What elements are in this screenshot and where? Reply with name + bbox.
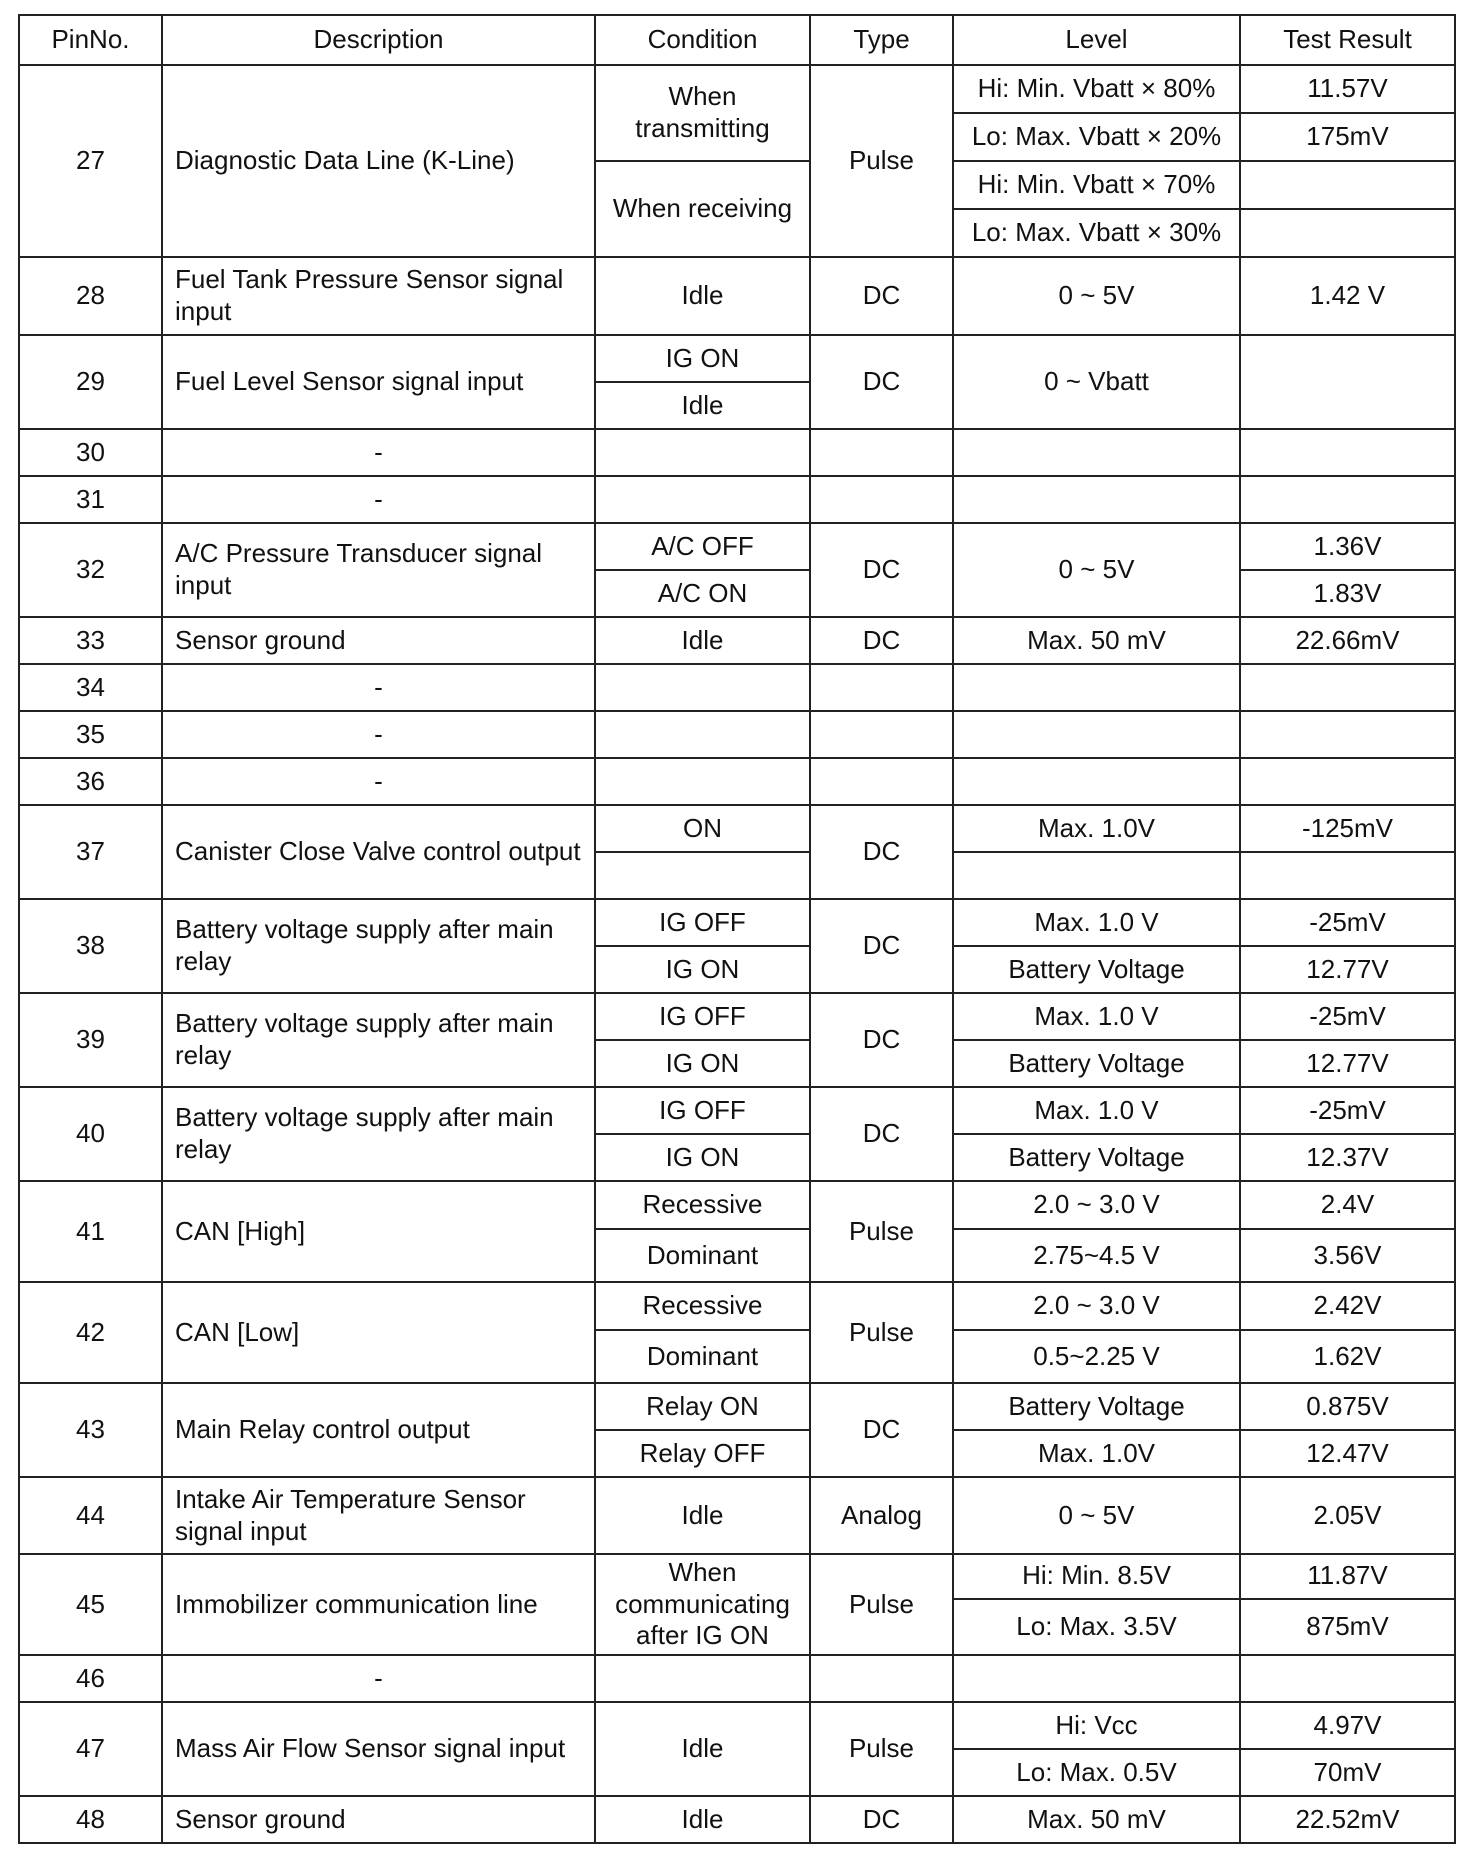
pin-level: Battery Voltage [953,1134,1240,1181]
pin-level: 2.0 ~ 3.0 V [953,1181,1240,1229]
pin-level: 0 ~ 5V [953,523,1240,617]
pin-number: 30 [19,429,162,476]
pin-condition: A/C ON [595,570,810,617]
pin-condition [595,852,810,899]
pin-condition: A/C OFF [595,523,810,570]
pin-description: Mass Air Flow Sensor signal input [162,1702,595,1796]
pin-type [810,476,953,523]
pin-condition: IG OFF [595,1087,810,1134]
pin-number: 34 [19,664,162,711]
table-row [19,1702,1455,1749]
pin-description: Battery voltage supply after main relay [162,899,595,993]
pin-condition: IG OFF [595,899,810,946]
pin-condition: IG ON [595,335,810,382]
pin-level: Lo: Max. Vbatt × 20% [953,113,1240,161]
pin-level: Hi: Vcc [953,1702,1240,1749]
pin-description: - [162,1655,595,1702]
pin-condition: Idle [595,617,810,664]
pin-table [18,14,1456,1844]
pin-condition: IG ON [595,1134,810,1181]
table-row [19,257,1455,335]
pin-number: 40 [19,1087,162,1181]
pin-result: 22.66mV [1240,617,1455,664]
pin-result [1240,711,1455,758]
pin-condition: Idle [595,382,810,429]
pin-condition: Relay OFF [595,1430,810,1477]
pin-level: Lo: Max. 0.5V [953,1749,1240,1796]
pin-description: - [162,711,595,758]
pin-level: Max. 50 mV [953,1796,1240,1843]
pin-condition [595,476,810,523]
pin-result: 2.4V [1240,1181,1455,1229]
pin-number: 31 [19,476,162,523]
header-level: Level [953,15,1240,65]
pin-number: 48 [19,1796,162,1843]
pin-result: -25mV [1240,1087,1455,1134]
pin-result [1240,429,1455,476]
pin-result [1240,335,1455,429]
table-row [19,1796,1455,1843]
table-row [19,805,1455,852]
pin-result: -25mV [1240,993,1455,1040]
pin-description: Battery voltage supply after main relay [162,993,595,1087]
pin-level: Battery Voltage [953,1383,1240,1430]
pin-result [1240,758,1455,805]
pin-result: 1.62V [1240,1330,1455,1383]
pin-description: CAN [Low] [162,1282,595,1383]
pin-type: Pulse [810,1554,953,1655]
pin-type: DC [810,257,953,335]
pin-number: 35 [19,711,162,758]
pin-level: 0.5~2.25 V [953,1330,1240,1383]
table-row [19,1282,1455,1330]
pin-level [953,758,1240,805]
pin-type: Pulse [810,1181,953,1282]
pin-type [810,1655,953,1702]
pin-level [953,429,1240,476]
pin-condition: Dominant [595,1330,810,1383]
pin-number: 46 [19,1655,162,1702]
pin-condition: Idle [595,1477,810,1554]
table-row [19,429,1455,476]
pin-result: 2.05V [1240,1477,1455,1554]
pin-condition: IG ON [595,946,810,993]
pin-level: Hi: Min. Vbatt × 80% [953,65,1240,113]
pin-result: 12.47V [1240,1430,1455,1477]
pin-result: -125mV [1240,805,1455,852]
pin-condition [595,711,810,758]
pin-description: Sensor ground [162,617,595,664]
pin-type: DC [810,805,953,899]
pin-type: Analog [810,1477,953,1554]
pin-condition: Idle [595,1796,810,1843]
pin-type: DC [810,899,953,993]
pin-condition: IG ON [595,1040,810,1087]
pin-result [1240,1655,1455,1702]
pin-result: 12.37V [1240,1134,1455,1181]
table-row [19,664,1455,711]
pin-result [1240,209,1455,257]
pin-condition: Relay ON [595,1383,810,1430]
pin-level: 2.0 ~ 3.0 V [953,1282,1240,1330]
header-condition: Condition [595,15,810,65]
pin-number: 27 [19,65,162,257]
table-row [19,758,1455,805]
pin-number: 41 [19,1181,162,1282]
pin-type: DC [810,1087,953,1181]
header-pin: PinNo. [19,15,162,65]
pin-description: CAN [High] [162,1181,595,1282]
pin-result: 12.77V [1240,946,1455,993]
pin-number: 29 [19,335,162,429]
table-row [19,65,1455,113]
pin-level: 0 ~ 5V [953,1477,1240,1554]
pin-description: - [162,664,595,711]
pin-condition: Idle [595,1702,810,1796]
pin-condition [595,429,810,476]
pin-condition: ON [595,805,810,852]
pin-level: Hi: Min. 8.5V [953,1554,1240,1599]
pin-condition: Recessive [595,1282,810,1330]
pin-type: DC [810,523,953,617]
pin-type: DC [810,335,953,429]
pin-result: 12.77V [1240,1040,1455,1087]
pin-level: 2.75~4.5 V [953,1229,1240,1282]
pin-type: DC [810,617,953,664]
pin-number: 37 [19,805,162,899]
pin-number: 42 [19,1282,162,1383]
pin-description: A/C Pressure Transducer signal input [162,523,595,617]
header-result: Test Result [1240,15,1455,65]
table-row [19,1477,1455,1554]
pin-condition: Idle [595,257,810,335]
pin-result: -25mV [1240,899,1455,946]
pin-level [953,711,1240,758]
pin-result [1240,476,1455,523]
pin-result: 11.57V [1240,65,1455,113]
pin-description: Battery voltage supply after main relay [162,1087,595,1181]
table-row [19,1655,1455,1702]
pin-result: 1.42 V [1240,257,1455,335]
pin-result: 22.52mV [1240,1796,1455,1843]
pin-number: 45 [19,1554,162,1655]
pin-condition [595,758,810,805]
pin-level: Hi: Min. Vbatt × 70% [953,161,1240,209]
pin-description: Sensor ground [162,1796,595,1843]
pin-level [953,476,1240,523]
pin-result [1240,161,1455,209]
table-row [19,711,1455,758]
pin-condition: When transmitting [595,65,810,161]
header-row [19,15,1455,65]
pin-condition: Dominant [595,1229,810,1282]
pin-level: Max. 1.0V [953,1430,1240,1477]
pin-result [1240,664,1455,711]
pin-description: - [162,476,595,523]
pin-description: Intake Air Temperature Sensor signal input [162,1477,595,1554]
pin-result: 2.42V [1240,1282,1455,1330]
pin-result [1240,852,1455,899]
pin-number: 36 [19,758,162,805]
pin-description: - [162,429,595,476]
pin-result: 0.875V [1240,1383,1455,1430]
pin-type [810,429,953,476]
pin-result: 4.97V [1240,1702,1455,1749]
header-type: Type [810,15,953,65]
pin-type [810,711,953,758]
pin-result: 1.36V [1240,523,1455,570]
pin-level: Battery Voltage [953,946,1240,993]
pin-number: 43 [19,1383,162,1477]
pin-level: 0 ~ 5V [953,257,1240,335]
pin-level: 0 ~ Vbatt [953,335,1240,429]
table-row [19,1087,1455,1134]
pin-description: Fuel Level Sensor signal input [162,335,595,429]
table-row [19,476,1455,523]
pin-level [953,1655,1240,1702]
pin-level: Max. 50 mV [953,617,1240,664]
pin-result: 3.56V [1240,1229,1455,1282]
pin-number: 47 [19,1702,162,1796]
pin-result: 11.87V [1240,1554,1455,1599]
pin-description: Immobilizer communication line [162,1554,595,1655]
pin-description: Fuel Tank Pressure Sensor signal input [162,257,595,335]
pin-level: Max. 1.0 V [953,899,1240,946]
pin-number: 39 [19,993,162,1087]
table-row [19,1554,1455,1599]
pin-result: 1.83V [1240,570,1455,617]
pin-condition: When receiving [595,161,810,257]
pin-level: Max. 1.0 V [953,993,1240,1040]
pin-type: Pulse [810,1702,953,1796]
pin-result: 875mV [1240,1599,1455,1656]
pin-result: 70mV [1240,1749,1455,1796]
pin-condition [595,664,810,711]
table-row [19,335,1455,382]
pin-type [810,758,953,805]
pin-condition [595,1655,810,1702]
pin-number: 44 [19,1477,162,1554]
pin-condition: Recessive [595,1181,810,1229]
pin-level: Max. 1.0V [953,805,1240,852]
table-row [19,899,1455,946]
pin-description: - [162,758,595,805]
pin-type: DC [810,1796,953,1843]
pin-description: Main Relay control output [162,1383,595,1477]
pin-number: 28 [19,257,162,335]
table-row [19,1181,1455,1229]
pin-level: Max. 1.0 V [953,1087,1240,1134]
pin-level [953,664,1240,711]
pin-condition: IG OFF [595,993,810,1040]
pin-type: Pulse [810,65,953,257]
pin-table-container [18,14,1456,1844]
pin-type: Pulse [810,1282,953,1383]
pin-number: 33 [19,617,162,664]
pin-condition: When communicating after IG ON [595,1554,810,1655]
pin-level: Lo: Max. Vbatt × 30% [953,209,1240,257]
pin-level [953,852,1240,899]
pin-number: 38 [19,899,162,993]
pin-result: 175mV [1240,113,1455,161]
pin-type [810,664,953,711]
pin-type: DC [810,1383,953,1477]
table-row [19,1383,1455,1430]
pin-description: Diagnostic Data Line (K-Line) [162,65,595,257]
pin-type: DC [810,993,953,1087]
pin-number: 32 [19,523,162,617]
table-row [19,993,1455,1040]
table-row [19,523,1455,570]
table-row [19,617,1455,664]
pin-level: Lo: Max. 3.5V [953,1599,1240,1656]
pin-description: Canister Close Valve control output [162,805,595,899]
pin-level: Battery Voltage [953,1040,1240,1087]
header-description: Description [162,15,595,65]
